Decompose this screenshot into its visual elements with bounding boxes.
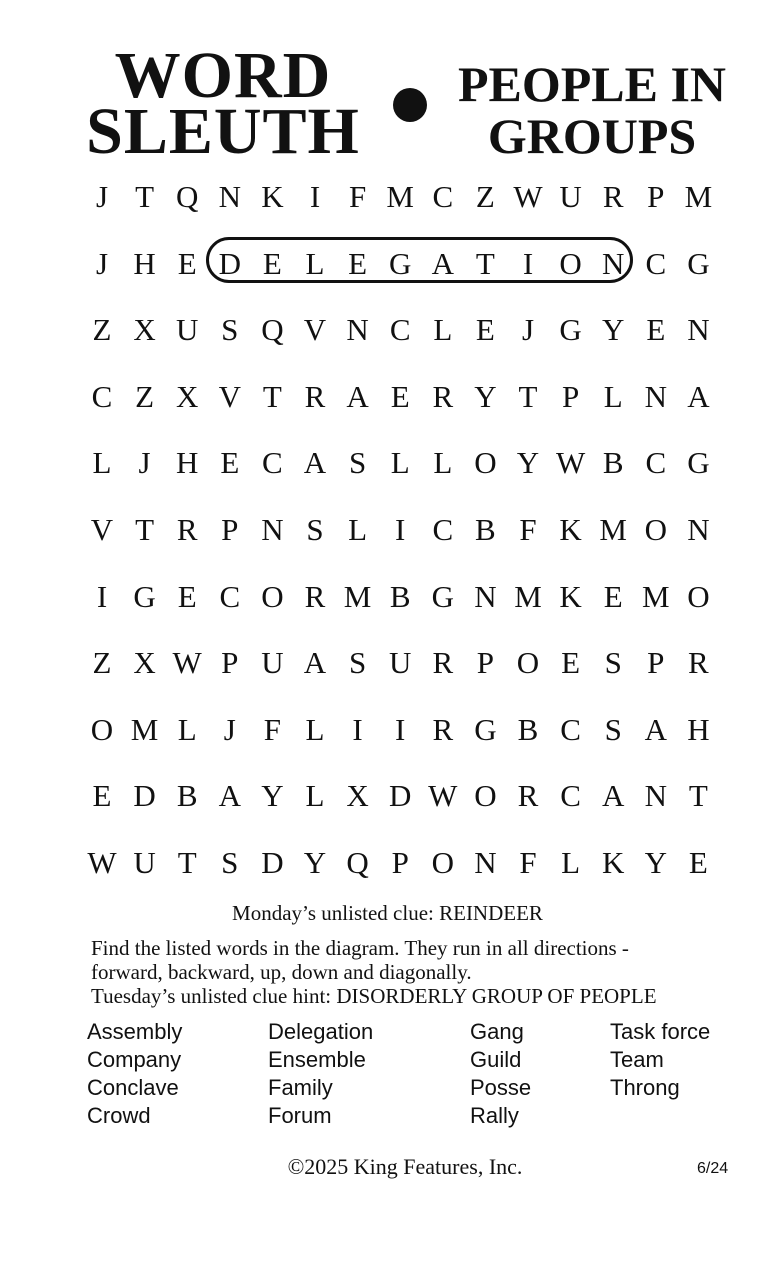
grid-letter: N (687, 312, 710, 348)
grid-letter: M (343, 578, 372, 614)
word-list-item: Gang (470, 1019, 524, 1044)
grid-letter: O (261, 578, 284, 614)
grid-letter: C (219, 578, 241, 614)
grid-letter: P (476, 645, 495, 681)
grid-letter: E (561, 645, 581, 681)
word-list-item: Company (87, 1047, 182, 1072)
grid-letter: C (432, 179, 454, 214)
grid-letter: L (305, 778, 325, 814)
grid-letter: S (221, 312, 239, 348)
grid-letter: L (305, 245, 325, 281)
grid-letter: P (391, 845, 409, 880)
word-list-item: Rally (470, 1103, 519, 1128)
grid-letter: E (220, 445, 240, 481)
grid-letter: U (261, 645, 284, 681)
grid-letter: N (687, 512, 710, 547)
tuesday-hint-value: DISORDERLY GROUP OF PEOPLE (336, 984, 657, 1008)
grid-letter: B (517, 711, 539, 747)
word-list-column-3 (470, 1018, 531, 1130)
monday-clue (0, 900, 775, 926)
grid-letter: R (176, 512, 198, 547)
grid-letter: M (514, 578, 542, 614)
tuesday-hint (91, 984, 751, 1008)
grid-letter: E (348, 245, 368, 281)
grid-letter: N (644, 378, 667, 414)
grid-letter: K (559, 512, 582, 547)
word-list-column-1 (87, 1018, 182, 1130)
grid-letter: P (647, 645, 665, 681)
title-line-2: SLEUTH (86, 95, 360, 168)
grid-letter: X (133, 312, 156, 348)
grid-letter: J (521, 312, 535, 348)
grid-letter: B (389, 578, 411, 614)
grid-letter: E (92, 778, 112, 814)
grid-letter: K (601, 845, 625, 880)
grid-letter: Y (601, 312, 625, 348)
grid-letter: Y (303, 845, 327, 880)
letter-grid (80, 170, 720, 900)
grid-letter: J (95, 245, 109, 281)
grid-letter: J (138, 445, 151, 481)
grid-letter: B (475, 512, 496, 547)
copyright: ©2025 King Features, Inc. (287, 1154, 523, 1179)
grid-letter: C (262, 445, 283, 481)
page-number: 6/24 (697, 1160, 729, 1177)
grid-letter: E (603, 578, 623, 614)
grid-letter: A (687, 378, 710, 414)
grid-letter: O (559, 245, 582, 281)
grid-letter: T (135, 512, 155, 547)
grid-letter: K (559, 578, 582, 614)
grid-letter: O (90, 711, 114, 747)
grid-letter: U (133, 845, 156, 880)
grid-letter: C (91, 378, 113, 414)
grid-letter: E (475, 312, 495, 348)
grid-letter: Q (175, 179, 199, 214)
grid-letter: W (555, 445, 586, 481)
bullet-dot (393, 88, 427, 122)
puzzle-theme (442, 58, 742, 162)
grid-letter: M (684, 179, 713, 214)
grid-letter: W (87, 845, 117, 880)
monday-clue-answer: REINDEER (439, 901, 543, 925)
grid-letter: S (348, 445, 367, 481)
grid-letter: O (687, 578, 710, 614)
grid-letter: R (432, 378, 454, 414)
grid-letter: G (474, 711, 497, 747)
grid-letter: O (474, 445, 497, 481)
grid-letter: S (306, 512, 324, 547)
grid-letter: L (92, 445, 112, 481)
grid-letter: E (177, 578, 197, 614)
grid-letter: G (133, 578, 156, 614)
grid-letter: Z (92, 312, 112, 348)
title-line-1: WORD (114, 39, 332, 112)
grid-letter: W (172, 645, 202, 681)
grid-letter: A (431, 245, 454, 281)
grid-letter: C (389, 312, 411, 348)
word-list-item: Team (610, 1047, 664, 1072)
grid-letter: M (599, 512, 627, 547)
grid-letter: A (303, 445, 327, 481)
grid-letter: V (90, 512, 114, 547)
grid-letter: G (559, 312, 582, 348)
grid-letter: O (516, 645, 540, 681)
word-list-column-4 (610, 1018, 710, 1102)
grid-letter: R (304, 378, 326, 414)
grid-letter: F (519, 512, 537, 547)
grid-letter: I (352, 711, 363, 747)
grid-letter: J (223, 711, 236, 747)
word-list-item: Delegation (268, 1019, 374, 1044)
grid-letter: W (428, 778, 458, 814)
grid-letter: N (474, 578, 497, 614)
grid-letter: N (346, 312, 369, 348)
grid-letter: S (604, 711, 622, 747)
grid-letter: Y (474, 378, 497, 414)
grid-letter: O (474, 778, 497, 814)
tuesday-hint-label: Tuesday’s unlisted clue hint: (91, 984, 332, 1008)
grid-letter: B (602, 445, 624, 481)
word-list-item: Family (268, 1075, 333, 1100)
grid-letter: A (346, 378, 369, 414)
grid-letter: N (474, 845, 497, 880)
grid-letter: Z (135, 378, 155, 414)
grid-letter: N (261, 512, 284, 547)
grid-letter: P (221, 512, 239, 547)
grid-letter: U (388, 645, 412, 681)
grid-letter: A (303, 645, 327, 681)
grid-letter: O (431, 845, 454, 880)
grid-letter: Y (516, 445, 540, 481)
instructions-line-2: forward, backward, up, down and diagonally. (91, 960, 472, 984)
grid-letter: S (348, 645, 367, 681)
grid-letter: G (388, 245, 412, 281)
grid-letter: R (688, 645, 709, 681)
grid-letter: Z (475, 179, 495, 214)
grid-letter: C (560, 711, 581, 747)
grid-letter: N (644, 778, 667, 814)
grid-letter: I (395, 711, 406, 747)
grid-letter: Q (261, 312, 284, 348)
grid-letter: C (645, 245, 667, 281)
word-list-column-2 (268, 1018, 373, 1130)
puzzle-title (78, 39, 368, 168)
grid-letter: X (133, 645, 156, 681)
grid-letter: I (96, 578, 108, 614)
grid-letter: Y (261, 778, 284, 814)
grid-letter: G (431, 578, 454, 614)
instructions (91, 936, 751, 1008)
grid-letter: D (388, 778, 412, 814)
grid-letter: H (175, 445, 199, 481)
grid-letter: R (304, 578, 326, 614)
grid-letter: U (175, 312, 199, 348)
grid-letter: F (519, 845, 537, 880)
grid-letter: R (432, 645, 454, 681)
word-list-item: Task force (610, 1019, 711, 1044)
grid-letter: Q (346, 845, 369, 880)
grid-letter: R (602, 179, 624, 214)
grid-letter: V (218, 378, 241, 414)
grid-letter: O (644, 512, 667, 547)
grid-letter: S (221, 845, 239, 880)
word-list-item: Guild (470, 1047, 522, 1072)
grid-letter: M (130, 711, 159, 747)
grid-letter: X (346, 778, 369, 814)
word-list-item: Throng (610, 1075, 680, 1100)
grid-letter: T (475, 245, 495, 281)
word-list-item: Ensemble (268, 1047, 366, 1072)
grid-letter: E (688, 845, 708, 880)
grid-letter: L (348, 512, 368, 547)
grid-letter: S (604, 645, 622, 681)
word-list-item: Assembly (87, 1019, 183, 1044)
grid-letter: I (309, 179, 321, 214)
grid-letter: L (177, 711, 197, 747)
grid-letter: X (175, 378, 199, 414)
grid-letter: D (133, 778, 156, 814)
grid-letter: L (433, 312, 453, 348)
word-list-item: Posse (470, 1075, 532, 1100)
grid-letter: P (221, 645, 239, 681)
word-list-item: Conclave (87, 1075, 179, 1100)
grid-letter: P (561, 378, 580, 414)
grid-letter: W (513, 179, 543, 214)
grid-letter: N (601, 245, 625, 281)
grid-letter: C (432, 512, 454, 547)
grid-letter: M (642, 578, 670, 614)
grid-letter: I (395, 512, 406, 547)
grid-letter: A (644, 711, 667, 747)
grid-letter: H (687, 711, 710, 747)
grid-letter: D (261, 845, 284, 880)
theme-line-2: GROUPS (487, 108, 697, 164)
grid-letter: U (559, 179, 582, 214)
word-list-item: Crowd (87, 1103, 151, 1128)
grid-letter: F (263, 711, 282, 747)
grid-letter: A (601, 778, 625, 814)
grid-letter: G (687, 245, 710, 281)
grid-letter: L (433, 445, 453, 481)
grid-letter: E (177, 245, 197, 281)
grid-letter: T (177, 845, 197, 880)
grid-letter: L (390, 445, 410, 481)
grid-letter: R (432, 711, 454, 747)
grid-letter: T (262, 378, 282, 414)
grid-letter: E (390, 378, 410, 414)
grid-letter: M (386, 179, 414, 214)
instructions-line-1: Find the listed words in the diagram. They run in all directions - (91, 936, 629, 960)
grid-letter: B (176, 778, 198, 814)
grid-letter: L (603, 378, 623, 414)
grid-letter: R (517, 778, 539, 814)
monday-clue-label: Monday’s unlisted clue: (232, 901, 434, 925)
grid-letter: Z (92, 645, 112, 681)
grid-letter: T (518, 378, 538, 414)
grid-letter: H (133, 245, 156, 281)
grid-letter: V (303, 312, 327, 348)
theme-line-1: PEOPLE IN (457, 56, 727, 112)
word-list-item: Forum (268, 1103, 332, 1128)
grid-letter: D (218, 245, 241, 281)
grid-letter: L (561, 845, 581, 880)
grid-letter: A (218, 778, 241, 814)
grid-letter: E (262, 245, 282, 281)
grid-letter: T (135, 179, 155, 214)
grid-letter: E (646, 312, 666, 348)
grid-letter: C (560, 778, 581, 814)
grid-letter: I (522, 245, 534, 281)
grid-letter: F (348, 179, 367, 214)
grid-letter: T (688, 778, 708, 814)
grid-letter: L (305, 711, 325, 747)
grid-letter: Y (644, 845, 667, 880)
grid-letter: J (95, 179, 109, 214)
grid-letter: C (645, 445, 667, 481)
grid-letter: G (687, 445, 710, 481)
grid-letter: N (218, 179, 241, 214)
grid-letter: P (647, 179, 665, 214)
grid-letter: K (261, 179, 284, 214)
